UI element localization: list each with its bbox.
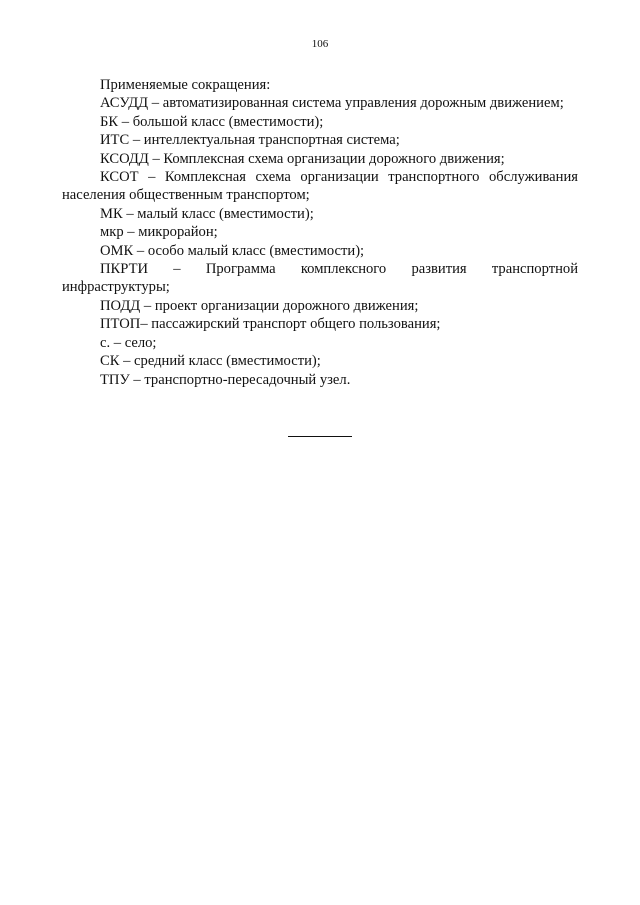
abbr-item-mk: МК – малый класс (вместимости); — [100, 205, 314, 222]
abbr-item-bk: БК – большой класс (вместимости); — [100, 113, 324, 130]
abbr-item-pkrti — [62, 260, 578, 297]
pkrti-word: транспортной — [491, 261, 578, 278]
abbreviations-list — [62, 76, 578, 389]
abbr-item-sk: СК – средний класс (вместимости); — [100, 353, 321, 370]
abbr-item-ptop: ПТОП– пассажирский транспорт общего пользования; — [100, 316, 441, 333]
abbr-item-its: ИТС – интеллектуальная транспортная система; — [100, 132, 400, 149]
pkrti-word: – — [173, 261, 181, 278]
abbr-item-tpu: ТПУ – транспортно-пересадочный узел. — [100, 371, 351, 388]
abbr-item-mkr: мкр – микрорайон; — [100, 224, 218, 241]
pkrti-continuation: инфраструктуры; — [62, 279, 170, 296]
pkrti-word: Программа — [205, 261, 276, 278]
end-rule — [288, 436, 352, 437]
abbr-item-asudd: АСУДД – автоматизированная система управления дорожным движением; — [100, 95, 564, 112]
pkrti-word: комплексного — [300, 261, 387, 278]
abbr-item-selo: с. – село; — [100, 334, 157, 351]
page-number: 106 — [311, 38, 329, 50]
abbr-item-podd: ПОДД – проект организации дорожного движения; — [100, 297, 419, 314]
abbreviations-heading: Применяемые сокращения: — [100, 77, 271, 93]
abbr-item-pkrti-first-line — [62, 260, 578, 278]
abbr-item-omk: ОМК – особо малый класс (вместимости); — [100, 242, 365, 259]
pkrti-word: ПКРТИ — [100, 261, 149, 278]
pkrti-word: развития — [411, 261, 467, 278]
abbr-item-ksodd: КСОДД – Комплексная схема организации дорожного движения; — [100, 150, 505, 167]
abbr-item-ksot: КСОТ – Комплексная схема организации транспортного обслуживания населения общественным транспортом; — [62, 169, 578, 204]
